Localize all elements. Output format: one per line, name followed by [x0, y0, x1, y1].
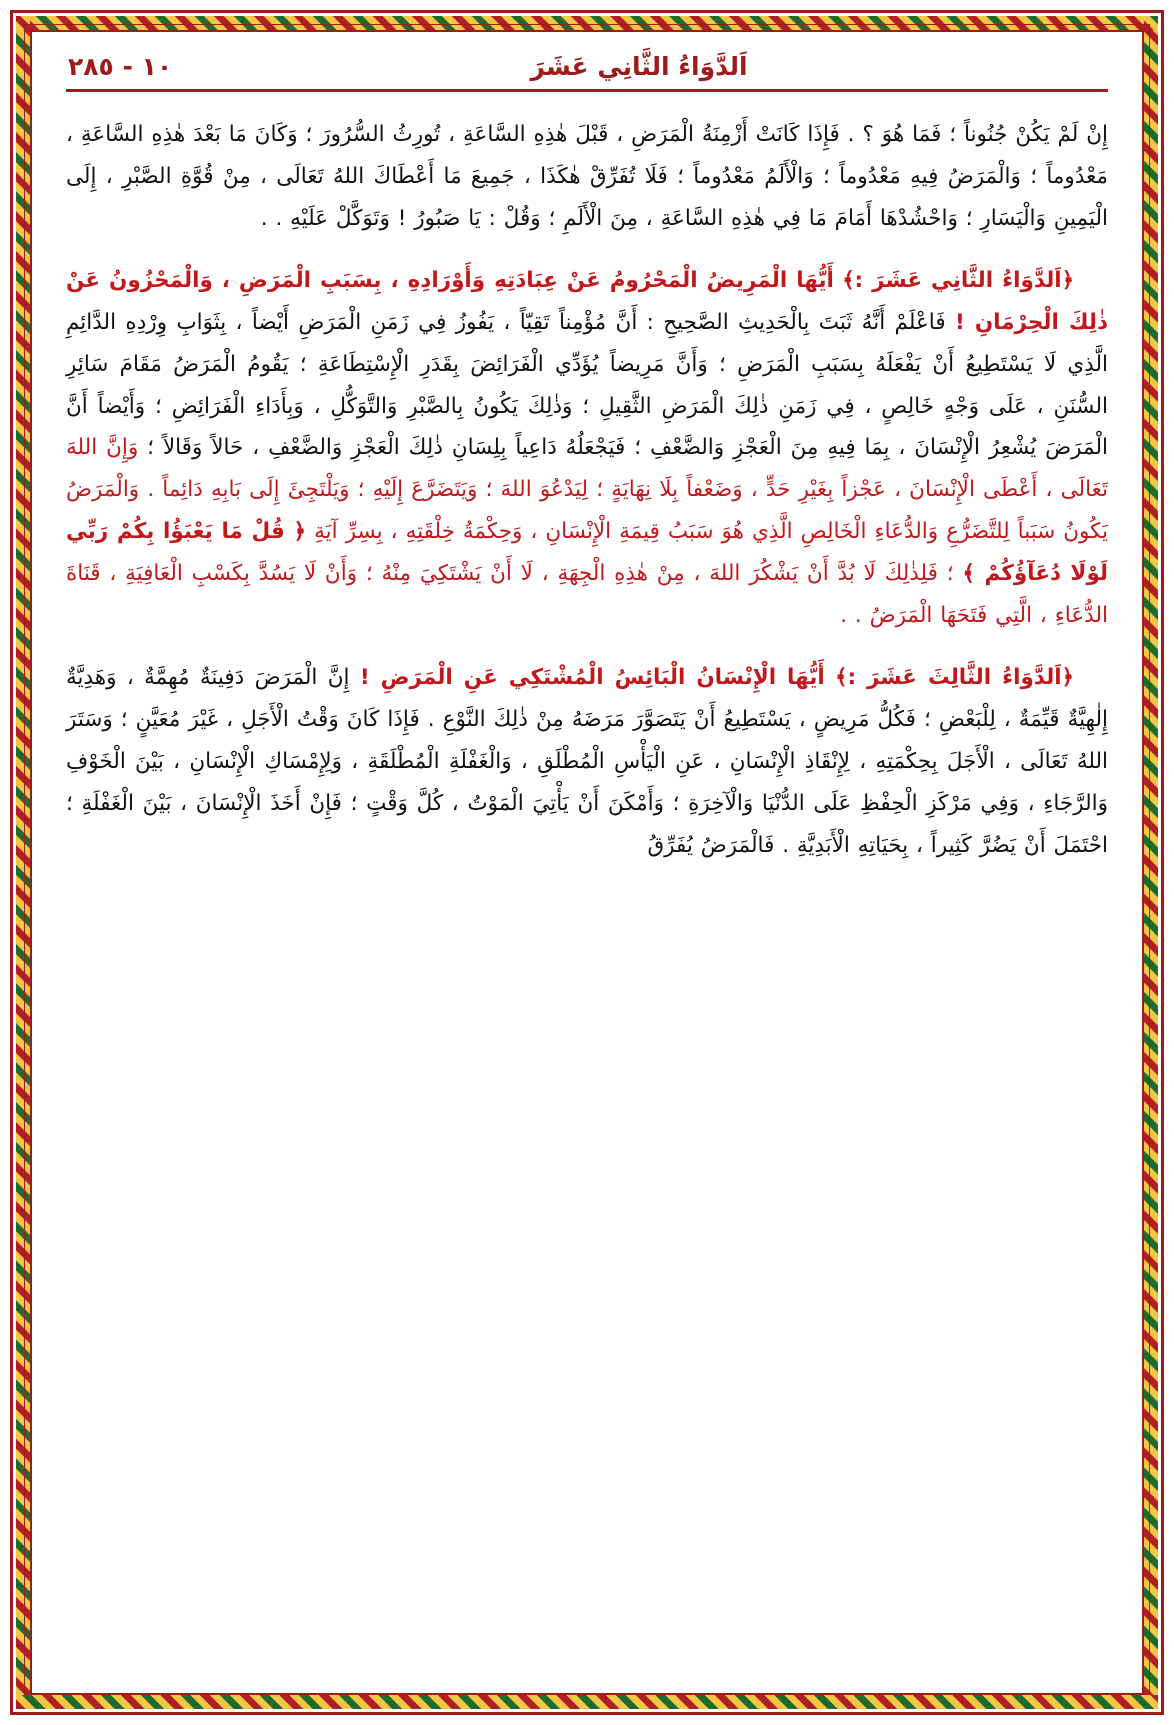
section-12-body-red-first: وَإِنَّ اللهَ تَعَالَى ، أَعْطَى الْإِنْسَانَ ، عَجْزاً بِغَيْرِ حَدٍّ ، وَضَعْفاً بِلَا نِهَايَةٍ ؛ لِيَدْعُوَ اللهَ ؛ وَيَتَضَرَّعَ إِلَيْهِ ؛ وَيَلْتَجِئَ إِلَى بَابِهِ دَائِماً . وَالْمَرَضُ يَكُونُ سَبَباً لِلتَّضَرُّعِ وَالدُّعَاءِ الْخَالِصِ الَّذِي هُوَ سَبَبُ قِيمَةِ الْإِنْسَانِ ، وَحِكْمَةُ خِلْقَتِهِ ، بِسِرِّ آيَةِ [66, 435, 1108, 545]
section-13-body-black: إِنَّ الْمَرَضَ دَفِينَةٌ مُهِمَّةٌ ، وَهَدِيَّةٌ إِلٰهِيَّةٌ قَيِّمَةٌ ، لِلْبَعْضِ ؛ فَكُلُّ مَرِيضٍ ، يَسْتَطِيعُ أَنْ يَتَصَوَّرَ مَرَضَهُ مِنْ ذٰلِكَ النَّوْعِ . فَإِذَا كَانَ وَقْتُ الْأَجَلِ ، غَيْرَ مُعَيَّنٍ ؛ وَسَتَرَ اللهُ تَعَالَى ، الْأَجَلَ بِحِكْمَتِهِ ، لِإِنْقَاذِ الْإِنْسَانِ ، عَنِ الْيَأْسِ الْمُطْلَقِ ، وَالْغَفْلَةِ الْمُطْلَقَةِ ، وَلِإِمْسَاكِ الْإِنْسَانِ ، بَيْنَ الْخَوْفِ وَالرَّجَاءِ ، وَفِي مَرْكَزِ الْحِفْظِ عَلَى الدُّنْيَا وَالْآخِرَةِ ؛ وَأَمْكَنَ أَنْ يَأْتِيَ الْمَوْتُ ، كُلَّ وَقْتٍ ؛ فَإِنْ أَخَذَ الْإِنْسَانَ ، بَيْنَ الْغَفْلَةِ ؛ احْتَمَلَ أَنْ يَضُرَّ كَثِيراً ، بِحَيَاتِهِ الْأَبَدِيَّةِ . فَالْمَرَضُ يُفَرِّقُ [66, 665, 1108, 858]
header-divider [66, 89, 1108, 92]
ornament-close-icon: ﴾ [835, 665, 848, 690]
ornament-open-icon: ﴿ [1061, 267, 1074, 292]
page-content [60, 52, 1114, 1673]
section-thirteenth-remedy [66, 657, 1108, 867]
section-12-lead: أَيُّهَا الْمَرِيضُ الْمَحْرُومُ عَنْ عِبَادَتِهِ وَأَوْرَادِهِ ، بِسَبَبِ الْمَرَضِ ، وَالْمَحْزُونُ عَنْ ذٰلِكَ الْحِرْمَانِ ! [66, 267, 1109, 335]
section-twelfth-remedy [66, 260, 1108, 637]
section-13-lead: أَيُّهَا الْإِنْسَانُ الْبَائِسُ الْمُشْتَكِي عَنِ الْمَرَضِ ! [359, 665, 825, 691]
page-header [60, 52, 1114, 87]
paragraph-continuation-text: إِنْ لَمْ يَكُنْ جُنُوناً ؛ فَمَا هُوَ ؟ . فَإِذَا كَانَتْ أَزْمِنَةُ الْمَرَضِ ، قَبْلَ هٰذِهِ السَّاعَةِ ، تُورِثُ السُّرُورَ ؛ وَكَانَ مَا بَعْدَ هٰذِهِ السَّاعَةِ ، مَعْدُوماً ؛ وَالْمَرَضُ فِيهِ مَعْدُوماً ؛ وَالْأَلَمُ مَعْدُوماً ؛ فَلَا تُفَرِّقْ هٰكَذَا ، جَمِيعَ مَا أَعْطَاكَ اللهُ تَعَالَى ، مِنْ قُوَّةِ الصَّبْرِ ، إِلَى الْيَمِينِ وَالْيَسَارِ ؛ وَاحْشُدْهَا أَمَامَ مَا فِي هٰذِهِ السَّاعَةِ ، مِنَ الْأَلَمِ ؛ وَقُلْ : يَا صَبُورُ ! وَتَوَكَّلْ عَلَيْهِ . . [66, 122, 1108, 231]
page-number: ١٠ - ٢٨٥ [68, 52, 173, 81]
page-border-bottom-strip [16, 1695, 1158, 1709]
paragraph-continuation [66, 114, 1108, 240]
section-13-title: اَلدَّوَاءُ الثَّالِثَ عَشَرَ : [847, 665, 1062, 691]
ornament-open-icon: ﴿ [1061, 665, 1074, 690]
section-12-body-black: فَاعْلَمْ أَنَّهُ ثَبَتَ بِالْحَدِيثِ الصَّحِيحِ : أَنَّ مُؤْمِناً تَقِيّاً ، يَفُوزُ فِي زَمَنِ الْمَرَضِ أَيْضاً ، بِثَوَابِ وِرْدِهِ الدَّائِمِ الَّذِي لَا يَسْتَطِيعُ أَنْ يَفْعَلَهُ بِسَبَبِ الْمَرَضِ ؛ وَأَنَّ مَرِيضاً يُؤَدِّي الْفَرَائِضَ بِقَدَرِ الْإِسْتِطَاعَةِ ؛ يَقُومُ الْمَرَضُ مَقَامَ سَائِرِ السُّنَنِ ، عَلَى وَجْهٍ خَالِصٍ ، فِي زَمَنِ ذٰلِكَ الْمَرَضِ الثَّقِيلِ ؛ وَذٰلِكَ يَكُونُ بِالصَّبْرِ وَالتَّوَكُّلِ ، وَبِأَدَاءِ الْفَرَائِضِ ؛ وَأَيْضاً أَنَّ الْمَرَضَ يُشْعِرُ الْإِنْسَانَ ، بِمَا فِيهِ مِنَ الْعَجْزِ وَالضَّعْفِ ؛ فَيَجْعَلُهُ دَاعِياً بِلِسَانِ ذٰلِكَ الْعَجْزِ وَالضَّعْفِ ، حَالاً وَقَالاً ؛ [66, 309, 1108, 461]
section-12-title: اَلدَّوَاءُ الثَّانِي عَشَرَ : [854, 267, 1062, 293]
page-title: اَلدَّوَاءُ الثَّانِي عَشَرَ [530, 52, 748, 81]
ornament-close-icon: ﴾ [842, 267, 855, 292]
quran-verse: ﴿ قُلْ مَا يَعْبَؤُا بِكُمْ رَبِّي لَوْلَا دُعَآؤُكُمْ ﴾ [66, 519, 1108, 587]
section-12-body-red-second: ؛ فَلِذٰلِكَ لَا بُدَّ أَنْ يَشْكُرَ اللهَ ، مِنْ هٰذِهِ الْجِهَةِ ، لَا أَنْ يَشْتَكِيَ مِنْهُ ؛ وَأَنْ لَا يَسُدَّ بِكَسْبِ الْعَافِيَةِ ، قَنَاةَ الدُّعَاءِ ، الَّتِي فَتَحَهَا الْمَرَضُ . . [66, 561, 1108, 629]
